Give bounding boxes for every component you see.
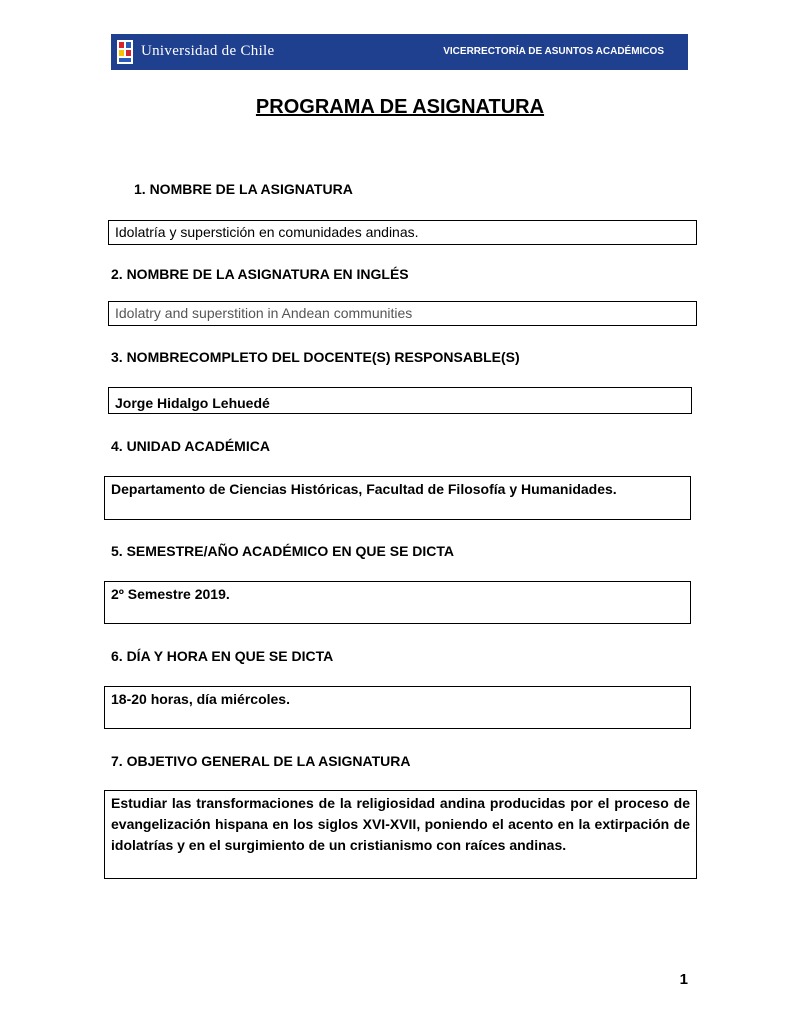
section-6-value: 18-20 horas, día miércoles. bbox=[104, 686, 691, 729]
section-5-heading: 5. SEMESTRE/AÑO ACADÉMICO EN QUE SE DICTA bbox=[111, 543, 455, 559]
page-title: PROGRAMA DE ASIGNATURA bbox=[255, 96, 545, 118]
section-1-value: Idolatría y superstición en comunidades andinas. bbox=[108, 220, 697, 245]
section-7-heading: 7. OBJETIVO GENERAL DE LA ASIGNATURA bbox=[111, 753, 411, 769]
header-banner bbox=[111, 34, 688, 70]
page-number: 1 bbox=[679, 971, 688, 988]
section-3-value: Jorge Hidalgo Lehuedé bbox=[108, 387, 692, 414]
section-2-heading: 2. NOMBRE DE LA ASIGNATURA EN INGLÉS bbox=[111, 266, 409, 282]
section-6-heading: 6. DÍA Y HORA EN QUE SE DICTA bbox=[111, 648, 334, 664]
section-7-value: Estudiar las transformaciones de la religiosidad andina producidas por el proceso de evangelización hispana en los siglos XVI-XVII, poniendo el acento en la extirpación de idolatrías y en el surgimiento de un cristianismo con raíces andinas. bbox=[104, 790, 697, 879]
section-4-value: Departamento de Ciencias Históricas, Facultad de Filosofía y Humanidades. bbox=[104, 476, 691, 520]
university-name: Universidad de Chile bbox=[141, 43, 275, 59]
section-4-heading: 4. UNIDAD ACADÉMICA bbox=[111, 438, 270, 454]
section-3-heading: 3. NOMBRECOMPLETO DEL DOCENTE(S) RESPONSABLE(S) bbox=[111, 349, 520, 365]
office-name: VICERRECTORÍA DE ASUNTOS ACADÉMICOS bbox=[443, 46, 664, 57]
section-2-value: Idolatry and superstition in Andean communities bbox=[108, 301, 697, 326]
section-1-heading: 1. NOMBRE DE LA ASIGNATURA bbox=[134, 181, 353, 197]
section-5-value: 2º Semestre 2019. bbox=[104, 581, 691, 624]
university-crest-icon bbox=[115, 38, 135, 66]
